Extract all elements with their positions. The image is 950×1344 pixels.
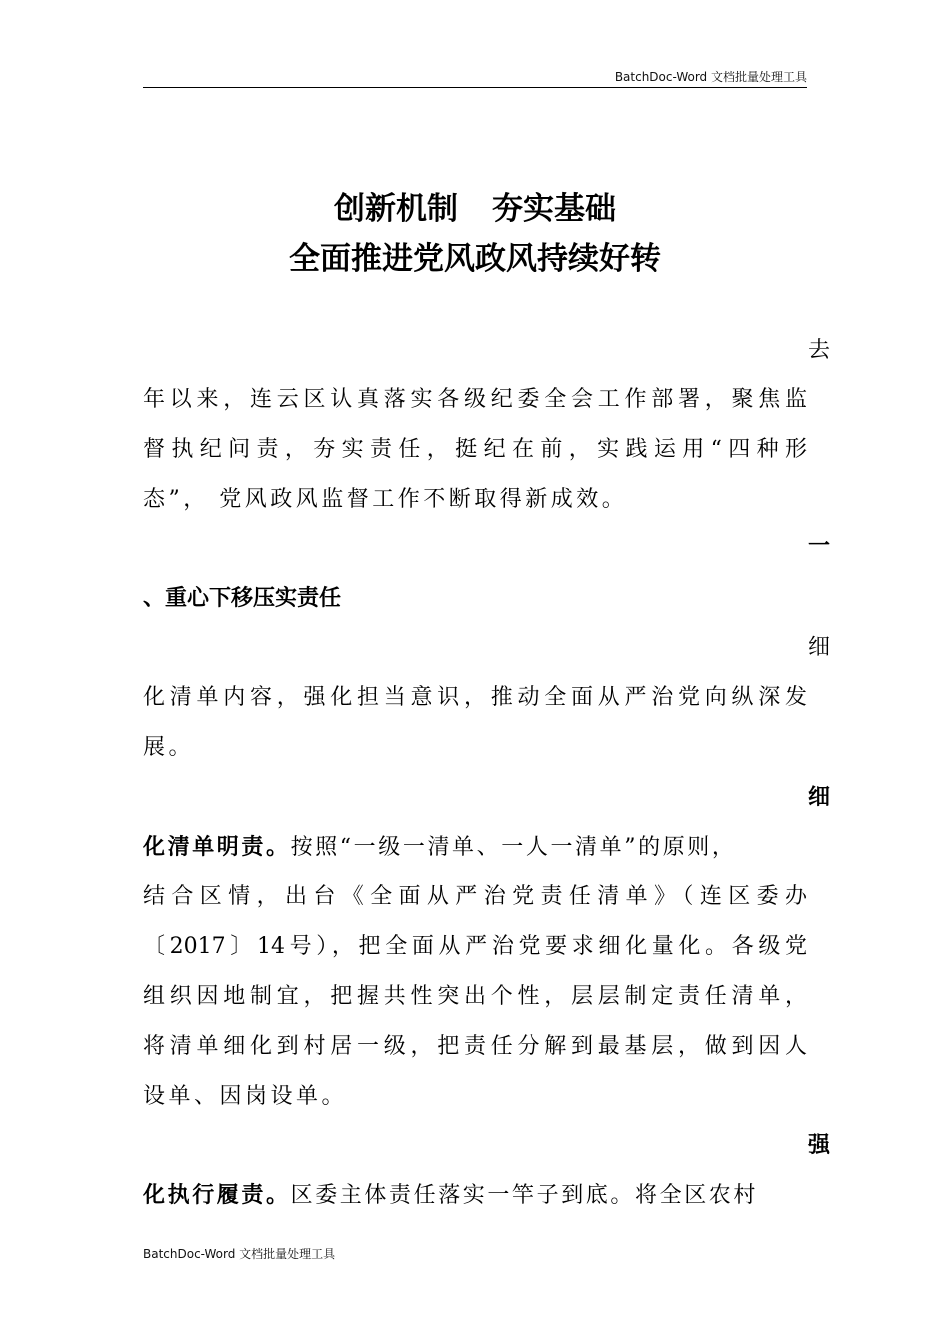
para-b-line-1 bbox=[143, 1170, 807, 1220]
para-a-lead: 化清单明责。 bbox=[143, 834, 291, 860]
para-a-first-char: 细 bbox=[807, 784, 830, 810]
intro-line-2: 督执纪问责，夯实责任，挺纪在前，实践运用“四种形 bbox=[143, 437, 807, 462]
para-a-line-1-text: 按照“一级一清单、一人一清单”的原则， bbox=[290, 835, 737, 860]
para-b-line-1-text: 区委主体责任落实一竿子到底。将全区农村 bbox=[290, 1183, 759, 1208]
para-a-line-4: 组织因地制宜，把握共性突出个性，层层制定责任清单， bbox=[143, 984, 807, 1009]
title-line-2: 全面推进党风政风持续好转 bbox=[289, 241, 661, 277]
page-footer: BatchDoc-Word 文档批量处理工具 bbox=[143, 1247, 336, 1261]
para-a-line-1 bbox=[143, 822, 807, 872]
para-b-lead: 化执行履责。 bbox=[143, 1182, 291, 1208]
section-heading: 、重心下移压实责任 bbox=[143, 586, 342, 611]
title-part-b: 夯实基础 bbox=[492, 191, 616, 227]
para-a-line-5: 将清单细化到村居一级，把责任分解到最基层，做到因人 bbox=[143, 1034, 807, 1059]
intro-line-3: 态”， 党风政风监督工作不断取得新成效。 bbox=[143, 487, 628, 512]
intro-line-1: 年以来，连云区认真落实各级纪委全会工作部署，聚焦监 bbox=[143, 387, 807, 412]
para-a-line-3: 〔2017〕14号），把全面从严治党要求细化量化。各级党 bbox=[143, 934, 807, 959]
section1-line-1: 化清单内容，强化担当意识，推动全面从严治党向纵深发 bbox=[143, 685, 807, 710]
para-a-line-2: 结合区情，出台《全面从严治党责任清单》（连区委办 bbox=[143, 884, 807, 909]
para-a-line-6: 设单、因岗设单。 bbox=[143, 1084, 348, 1109]
para-b-first-char: 强 bbox=[807, 1132, 830, 1158]
section1-line-2: 展。 bbox=[143, 735, 195, 760]
title-line-1 bbox=[143, 183, 807, 228]
title-part-a: 创新机制 bbox=[334, 191, 458, 227]
intro-first-char: 去 bbox=[807, 338, 830, 363]
header-rule bbox=[143, 87, 807, 88]
section-number: 一 bbox=[807, 534, 830, 559]
page-header: BatchDoc-Word 文档批量处理工具 bbox=[614, 70, 807, 84]
section1-first-char: 细 bbox=[807, 635, 830, 660]
